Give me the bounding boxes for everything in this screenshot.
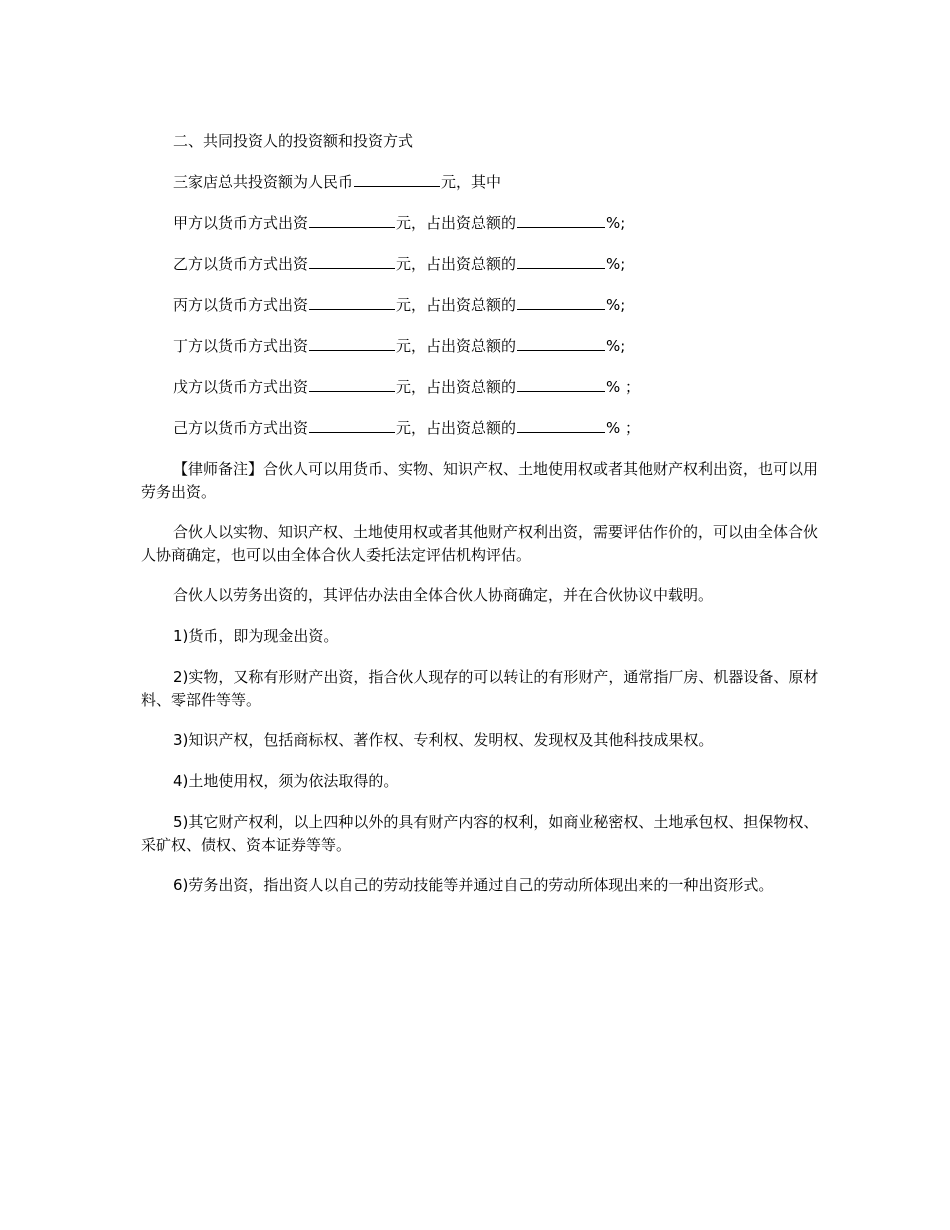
contribution-prefix: 己方以货币方式出资 <box>173 419 309 437</box>
contribution-suffix: %; <box>606 255 626 273</box>
contribution-middle: 元，占出资总额的 <box>396 296 517 314</box>
list-item-land: 4)土地使用权，须为依法取得的。 <box>173 772 399 790</box>
contribution-suffix: %; <box>606 214 626 232</box>
total-investment-line <box>141 171 821 194</box>
amount-blank[interactable] <box>309 253 395 269</box>
contribution-line-ji <box>141 417 821 440</box>
amount-blank[interactable] <box>309 376 395 392</box>
list-item-physical: 2)实物，又称有形财产出资，指合伙人现存的可以转让的有形财产，通常指厂房、机器设备、原材料、零部件等等。 <box>141 668 819 709</box>
section-heading: 二、共同投资人的投资额和投资方式 <box>173 132 414 150</box>
percent-blank[interactable] <box>517 212 605 228</box>
total-investment-prefix: 三家店总共投资额为人民币 <box>173 173 354 191</box>
contribution-middle: 元，占出资总额的 <box>396 214 517 232</box>
labor-paragraph: 合伙人以劳务出资的，其评估办法由全体合伙人协商确定，并在合伙协议中载明。 <box>173 586 714 604</box>
amount-blank[interactable] <box>309 212 395 228</box>
lawyer-note: 【律师备注】合伙人可以用货币、实物、知识产权、土地使用权或者其他财产权利出资，也可以用劳务出资。 <box>141 460 819 501</box>
percent-blank[interactable] <box>517 376 605 392</box>
contribution-suffix: % ； <box>606 419 641 437</box>
contribution-prefix: 甲方以货币方式出资 <box>173 214 309 232</box>
list-item-currency: 1)货币，即为现金出资。 <box>173 627 339 645</box>
contribution-line-bing <box>141 294 821 317</box>
contribution-suffix: %; <box>606 337 626 355</box>
contribution-prefix: 丙方以货币方式出资 <box>173 296 309 314</box>
list-item-other-rights: 5)其它财产权利，以上四种以外的具有财产内容的权利，如商业秘密权、土地承包权、担保物权、采矿权、债权、资本证券等等。 <box>141 813 819 854</box>
contribution-suffix: %; <box>606 296 626 314</box>
percent-blank[interactable] <box>517 417 605 433</box>
contribution-middle: 元，占出资总额的 <box>396 378 517 396</box>
contribution-prefix: 戊方以货币方式出资 <box>173 378 309 396</box>
contribution-line-yi <box>141 253 821 276</box>
contribution-line-wu <box>141 376 821 399</box>
contribution-middle: 元，占出资总额的 <box>396 419 517 437</box>
valuation-paragraph: 合伙人以实物、知识产权、土地使用权或者其他财产权利出资，需要评估作价的，可以由全体合伙人协商确定，也可以由全体合伙人委托法定评估机构评估。 <box>141 523 819 564</box>
contribution-line-ding <box>141 335 821 358</box>
percent-blank[interactable] <box>517 294 605 310</box>
contribution-middle: 元，占出资总额的 <box>396 337 517 355</box>
percent-blank[interactable] <box>517 253 605 269</box>
total-amount-blank[interactable] <box>354 171 440 187</box>
contribution-middle: 元，占出资总额的 <box>396 255 517 273</box>
document-body <box>141 130 821 897</box>
list-item-labor: 6)劳务出资，指出资人以自己的劳动技能等并通过自己的劳动所体现出来的一种出资形式。 <box>173 876 774 894</box>
contribution-suffix: % ； <box>606 378 641 396</box>
contribution-prefix: 丁方以货币方式出资 <box>173 337 309 355</box>
amount-blank[interactable] <box>309 294 395 310</box>
list-item-ip: 3)知识产权，包括商标权、著作权、专利权、发明权、发现权及其他科技成果权。 <box>173 731 714 749</box>
amount-blank[interactable] <box>309 335 395 351</box>
contribution-line-jia <box>141 212 821 235</box>
contribution-prefix: 乙方以货币方式出资 <box>173 255 309 273</box>
total-investment-suffix: 元，其中 <box>441 173 502 191</box>
amount-blank[interactable] <box>309 417 395 433</box>
percent-blank[interactable] <box>517 335 605 351</box>
